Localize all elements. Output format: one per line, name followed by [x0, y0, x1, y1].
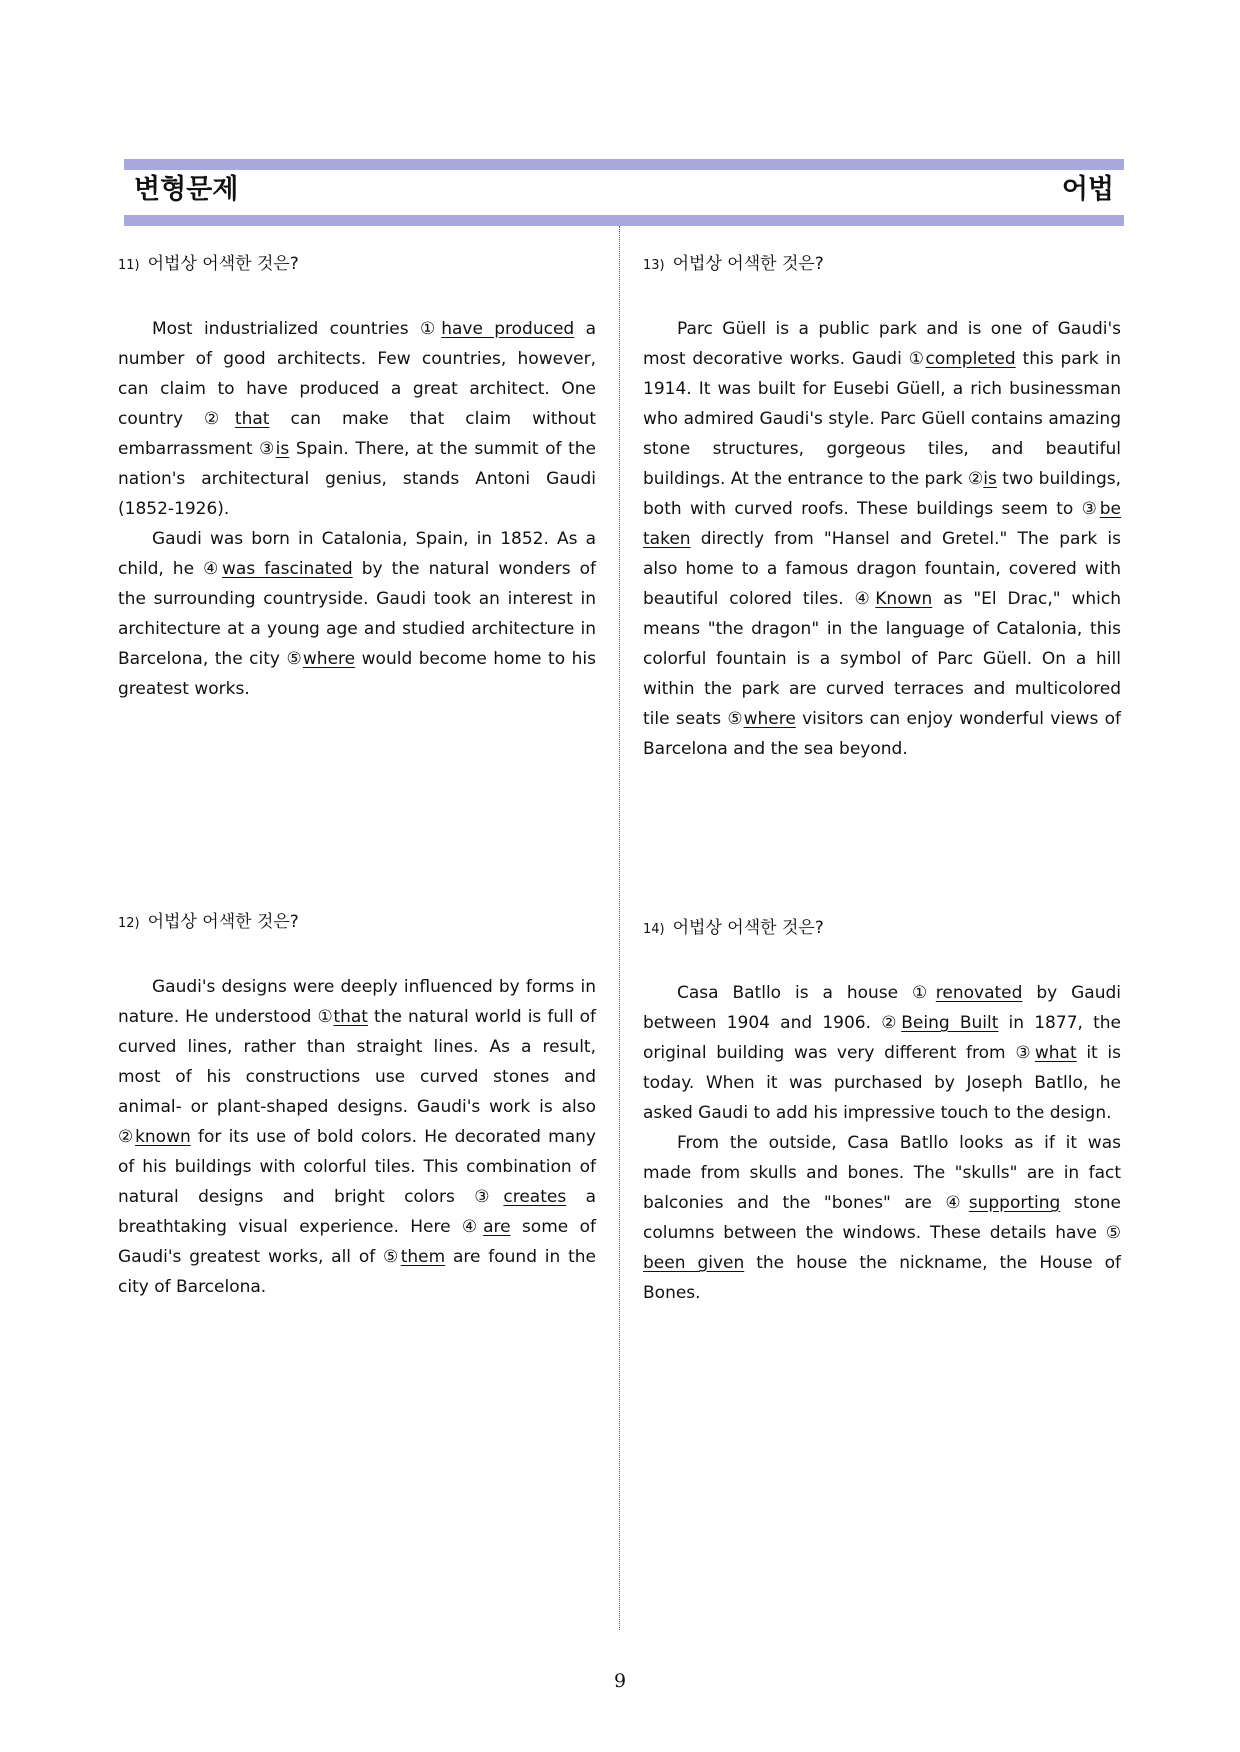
passage-text: two buildings, both with curved roofs. These buildings seem to: [643, 469, 1121, 519]
question-prompt: 어법상 어색한 것은?: [147, 912, 299, 932]
passage-text: ①: [419, 319, 442, 339]
passage-paragraph: [643, 314, 1121, 764]
header-bar-top: [124, 159, 1124, 170]
passage-text: are found in the city of Barcelona.: [118, 1247, 596, 1297]
passage-text: some of Gaudi's greatest works, all of: [118, 1217, 596, 1267]
passage-text: stone columns between the windows. These details have: [643, 1193, 1121, 1243]
underlined-choice: renovated: [935, 983, 1023, 1003]
passage-paragraph: [118, 314, 596, 524]
passage-text: ③: [259, 439, 276, 459]
question-number: 11): [118, 258, 140, 273]
passage-text: the natural world is full of curved lines, rather than straight lines. As a result, most of his constructions use curved stones and animal- or plant-shaped designs. Gaudi's work is also: [118, 1007, 597, 1117]
passage-paragraph: [118, 524, 596, 704]
underlined-choice: them: [400, 1247, 446, 1267]
passage-text: it is today. When it was purchased by Joseph Batllo, he asked Gaudi to add his impressive touch to the design.: [643, 1043, 1122, 1123]
underlined-choice: Known: [875, 589, 933, 609]
question-passage: [118, 972, 596, 1302]
passage-text: a breathtaking visual experience. Here: [118, 1187, 596, 1237]
underlined-choice: where: [302, 649, 356, 669]
question-prompt: 어법상 어색한 것은?: [672, 918, 824, 938]
question-number: 13): [643, 258, 665, 273]
passage-text: ④: [945, 1193, 969, 1213]
header-bar-bottom: [124, 215, 1124, 226]
question-title: [643, 252, 1121, 278]
passage-text: for its use of bold colors. He decorated many of his buildings with colorful tiles. This combination of natural designs and bright colors: [118, 1127, 596, 1207]
passage-text: ②: [118, 1127, 136, 1147]
passage-text: Gaudi's designs were deeply influenced by forms in nature. He understood: [118, 977, 596, 1027]
passage-text: ⑤: [727, 709, 744, 729]
section-category: 어법: [1061, 174, 1114, 205]
passage-text: ⑤: [383, 1247, 401, 1267]
passage-text: ③: [1015, 1043, 1035, 1063]
passage-text: ①: [317, 1007, 334, 1027]
passage-text: Casa Batllo is a house: [677, 983, 913, 1003]
passage-paragraph: [118, 972, 596, 1302]
underlined-choice: are: [483, 1217, 511, 1237]
question-14: [643, 916, 1121, 1308]
question-13: [643, 252, 1121, 764]
page-number: 9: [613, 1670, 627, 1692]
passage-text: Gaudi was born in Catalonia, Spain, in 1852. As a child, he: [118, 529, 596, 579]
underlined-choice: been given: [643, 1253, 745, 1273]
passage-text: would become home to his greatest works.: [118, 649, 596, 699]
passage-text: ④: [461, 1217, 484, 1237]
passage-text: this park in 1914. It was built for Eusebi Güell, a rich businessman who admired Gaudi's style. Parc Güell contains amazing stone structures, gorgeous tiles, and beautiful buildings. At the entrance to the park: [643, 349, 1121, 489]
question-title: [118, 252, 596, 278]
passage-text: the house the nickname, the House of Bones.: [643, 1253, 1121, 1303]
passage-text: directly from "Hansel and Gretel." The park is also home to a famous dragon fountain, covered with beautiful colored tiles.: [643, 529, 1121, 609]
underlined-choice: is: [983, 469, 997, 489]
passage-text: in 1877, the original building was very different from: [643, 1013, 1121, 1063]
question-title: [118, 910, 596, 936]
question-number: 14): [643, 922, 665, 937]
passage-text: ⑤: [1105, 1223, 1121, 1243]
question-12: [118, 910, 596, 1302]
passage-text: Parc Güell is a public park and is one of Gaudi's most decorative works. Gaudi: [643, 319, 1121, 369]
question-11: [118, 252, 596, 704]
passage-text: ⑤: [286, 649, 303, 669]
underlined-choice: have produced: [441, 319, 575, 339]
question-passage: [643, 314, 1121, 764]
underlined-choice: was fascinated: [222, 559, 353, 579]
passage-text: can make that claim without embarrassment: [118, 409, 597, 459]
underlined-choice: that: [333, 1007, 368, 1027]
underlined-choice: Being Built: [901, 1013, 999, 1033]
passage-text: ④: [854, 589, 876, 609]
question-passage: [118, 314, 596, 704]
passage-text: by the natural wonders of the surrounding countryside. Gaudi took an interest in architecture at a young age and studied architecture in Barcelona, the city: [118, 559, 596, 669]
passage-text: ②: [204, 409, 235, 429]
underlined-choice: known: [135, 1127, 191, 1147]
question-passage: [643, 978, 1121, 1308]
column-divider: [619, 226, 620, 1630]
passage-text: ②: [881, 1013, 902, 1033]
question-number: 12): [118, 916, 140, 931]
question-prompt: 어법상 어색한 것은?: [672, 254, 824, 274]
underlined-choice: what: [1034, 1043, 1077, 1063]
passage-text: ③: [474, 1187, 504, 1207]
passage-text: as "El Drac," which means "the dragon" in the language of Catalonia, this colorful fountain is a symbol of Parc Güell. On a hill within the park are curved terraces and multicolored tile seats: [643, 589, 1121, 729]
passage-text: ③: [1081, 499, 1100, 519]
passage-text: visitors can enjoy wonderful views of Barcelona and the sea beyond.: [643, 709, 1121, 759]
underlined-choice: supporting: [968, 1193, 1061, 1213]
passage-text: ②: [968, 469, 984, 489]
passage-text: ①: [912, 983, 936, 1003]
passage-text: a number of good architects. Few countries, however, can claim to have produced a great architect. One country: [118, 319, 597, 429]
passage-text: Most industrialized countries: [152, 319, 420, 339]
underlined-choice: that: [234, 409, 270, 429]
passage-text: ④: [203, 559, 222, 579]
section-title: 변형문제: [134, 174, 239, 205]
question-title: [643, 916, 1121, 942]
passage-text: ①: [908, 349, 926, 369]
passage-text: Spain. There, at the summit of the nation's architectural genius, stands Antoni Gaudi (1852-1926).: [118, 439, 597, 519]
underlined-choice: completed: [925, 349, 1016, 369]
passage-text: From the outside, Casa Batllo looks as if it was made from skulls and bones. The "skulls" are in fact balconies and the "bones" are: [643, 1133, 1121, 1213]
underlined-choice: be taken: [643, 499, 1121, 549]
passage-paragraph: [643, 978, 1121, 1128]
underlined-choice: where: [743, 709, 796, 729]
passage-paragraph: [643, 1128, 1121, 1308]
passage-text: by Gaudi between 1904 and 1906.: [643, 983, 1122, 1033]
question-prompt: 어법상 어색한 것은?: [147, 254, 299, 274]
underlined-choice: is: [275, 439, 290, 459]
underlined-choice: creates: [503, 1187, 567, 1207]
